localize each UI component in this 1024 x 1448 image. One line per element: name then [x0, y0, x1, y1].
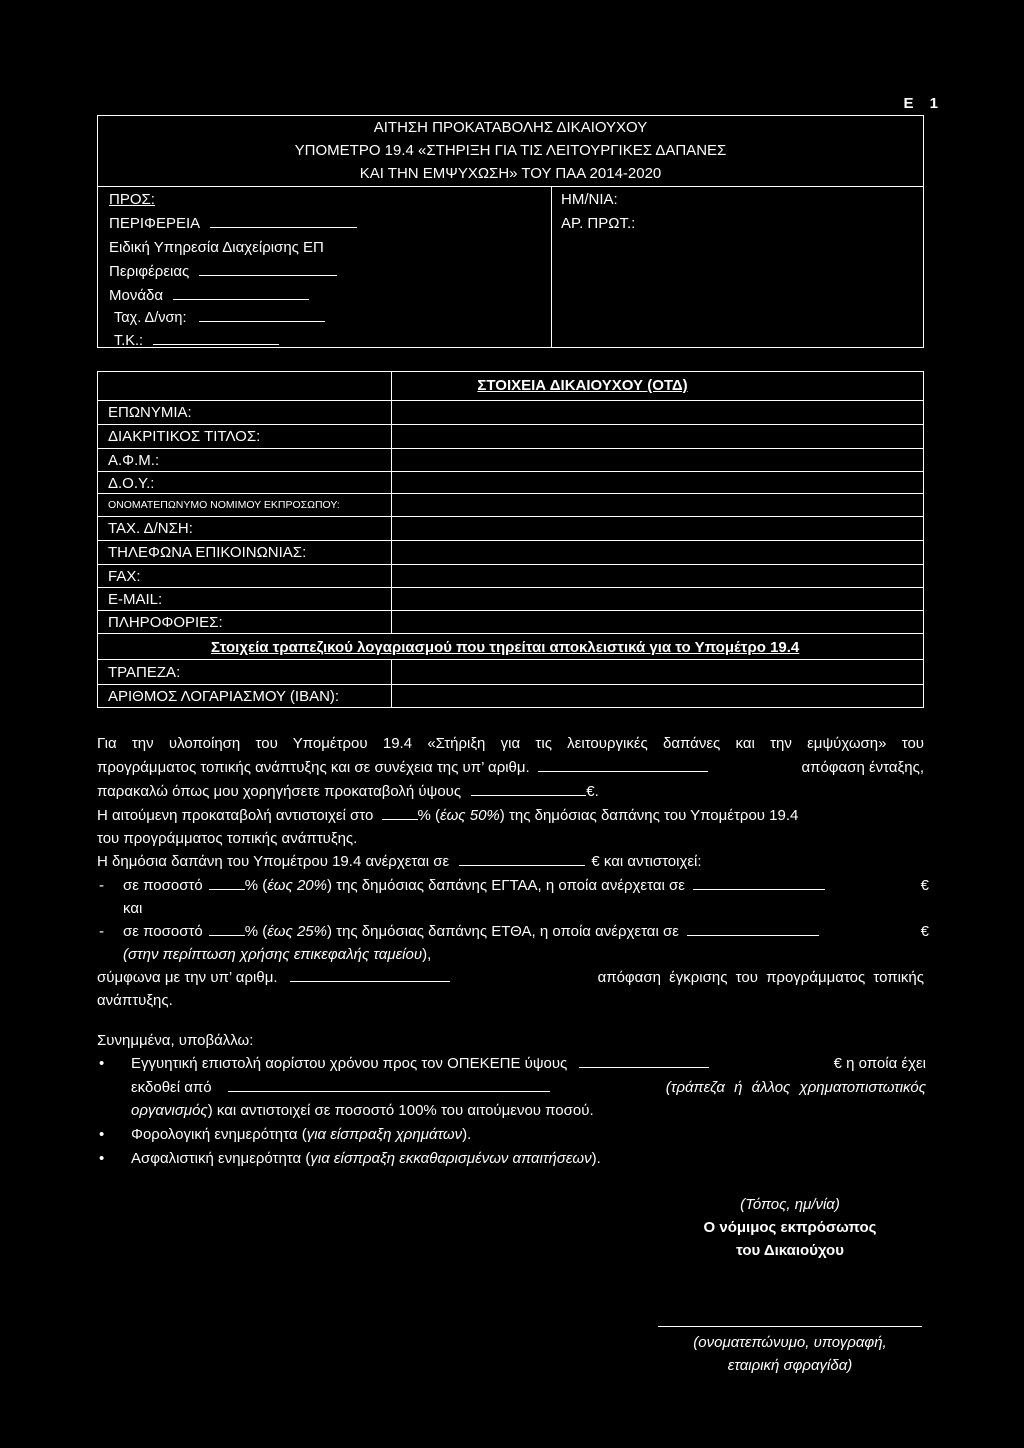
and-word: και — [123, 900, 143, 917]
attachment-guarantee-line3: οργανισμός) και αντιστοιχεί σε ποσοστό 100% του αιτούμενου ποσού. — [131, 1102, 594, 1119]
eafrd-percent-field[interactable] — [209, 889, 245, 890]
guarantee-amount-field[interactable] — [579, 1067, 709, 1068]
attachment-tax: Φορολογική ενημερότητα (για είσπραξη χρημάτων). — [131, 1126, 472, 1143]
eafrd-amount-field[interactable] — [693, 889, 825, 890]
advance-amount-field[interactable] — [471, 795, 586, 796]
public-expenditure-field[interactable] — [459, 865, 585, 866]
body-p3: Η δημόσια δαπάνη του Υπομέτρου 19.4 ανέρχεται σε € και αντιστοιχεί: — [97, 853, 702, 870]
recipient-unit: Μονάδα — [109, 287, 164, 304]
header-vdivider — [551, 186, 552, 348]
header-line1: ΑΙΤΗΣΗ ΠΡΟΚΑΤΑΒΟΛΗΣ ΔΙΚΑΙΟΥΧΟΥ — [373, 119, 648, 136]
region-field[interactable] — [210, 227, 357, 228]
bullet-3: • — [99, 1150, 105, 1167]
recipient-to: ΠΡΟΣ: — [109, 191, 155, 208]
address-field[interactable] — [199, 321, 325, 322]
label-address: ΤΑΧ. Δ/ΝΣΗ: — [108, 520, 193, 537]
signature-note-line2: εταιρική σφραγίδα) — [727, 1357, 853, 1374]
form-code: Ε 1 — [903, 95, 944, 112]
label-info: ΠΛΗΡΟΦΟΡΙΕΣ: — [108, 614, 223, 631]
label-phones: ΤΗΛΕΦΩΝΑ ΕΠΙΚΟΙΝΩΝΙΑΣ: — [108, 544, 307, 561]
approval-decision-field[interactable] — [290, 981, 450, 982]
dash-1: - — [99, 877, 104, 894]
beneficiary-title: ΣΤΟΙΧΕΙΑ ΔΙΚΑΙΟΥΧΟΥ (ΟΤΔ) — [477, 377, 688, 394]
registry-protocol: ΑΡ. ΠΡΩΤ.: — [561, 215, 636, 232]
eafrd-line: σε ποσοστό % ( έως 20% ) της δημόσιας δαπάνης ΕΓΤΑΑ, η οποία ανέρχεται σε € — [123, 877, 929, 894]
label-legal-rep: ΟΝΟΜΑΤΕΠΩΝΥΜΟ ΝΟΜΙΜΟΥ ΕΚΠΡΟΣΩΠΟΥ: — [108, 499, 340, 511]
attachment-guarantee-line2: εκδοθεί από (τράπεζα ή άλλος χρηματοπιστωτικός — [131, 1079, 926, 1096]
dash-2: - — [99, 923, 104, 940]
recipient-service-row — [109, 263, 337, 280]
body-p1-line2: προγράμματος τοπικής ανάπτυξης και σε συνέχεια της υπ’ αριθμ. απόφαση ένταξης, — [97, 759, 924, 776]
registry-date: ΗΜ/ΝΙΑ: — [561, 191, 618, 208]
emff-percent-field[interactable] — [209, 935, 245, 936]
attachment-insurance: Ασφαλιστική ενημερότητα (για είσπραξη εκκαθαρισμένων απαιτήσεων). — [131, 1150, 601, 1167]
label-bank: ΤΡΑΠΕΖΑ: — [108, 664, 181, 681]
label-vat: Α.Φ.Μ.: — [108, 452, 160, 469]
body-p2-line1: Η αιτούμενη προκαταβολή αντιστοιχεί στο % (έως 50%) της δημόσιας δαπάνης του Υπομέτρου 19.4 — [97, 807, 799, 824]
recipient-unit-row — [109, 287, 309, 304]
attachment-guarantee-line1: Εγγυητική επιστολή αορίστου χρόνου προς τον ΟΠΕΚΕΠΕ ύψους € η οποία έχει — [131, 1055, 926, 1072]
header-line2: ΥΠΟΜΕΤΡΟ 19.4 «ΣΤΗΡΙΞΗ ΓΙΑ ΤΙΣ ΛΕΙΤΟΥΡΓΙΚΕΣ ΔΑΠΑΝΕΣ — [294, 142, 727, 159]
label-fax: FAX: — [108, 568, 141, 585]
body-p4-line1: σύμφωνα με την υπ’ αριθμ. απόφαση έγκρισης του προγράμματος τοπικής — [97, 969, 924, 986]
label-trade-title: ΔΙΑΚΡΙΤΙΚΟΣ ΤΙΤΛΟΣ: — [108, 428, 261, 445]
decision-number-field[interactable] — [538, 771, 708, 772]
label-tax-office: Δ.Ο.Υ.: — [108, 475, 155, 492]
place-date: (Τόπος, ημ/νία) — [740, 1196, 840, 1213]
postcode-field[interactable] — [153, 344, 279, 345]
recipient-postcode-row — [114, 333, 279, 349]
advance-percent-field[interactable] — [382, 819, 418, 820]
recipient-region: ΠΕΡΙΦΕΡΕΙΑ — [109, 215, 200, 232]
body-p2-line2: του προγράμματος τοπικής ανάπτυξης. — [97, 830, 358, 847]
label-name: ΕΠΩΝΥΜΙΑ: — [108, 404, 192, 421]
body-p4-line2: ανάπτυξης. — [97, 992, 173, 1009]
signature-note-line1: (ονοματεπώνυμο, υπογραφή, — [693, 1334, 887, 1351]
bullet-1: • — [99, 1055, 105, 1072]
header-line3: ΚΑΙ ΤΗΝ ΕΜΨΥΧΩΣΗ» ΤΟΥ ΠΑΑ 2014-2020 — [359, 165, 662, 182]
body-p1-line3: παρακαλώ όπως μου χορηγήσετε προκαταβολή ύψους €. — [97, 783, 599, 800]
beneficiary-col-divider — [391, 371, 392, 633]
signature-line[interactable] — [658, 1326, 922, 1327]
header-divider — [97, 186, 924, 187]
recipient-service-line2: Περιφέρειας — [109, 263, 190, 280]
bullet-2: • — [99, 1126, 105, 1143]
label-iban: ΑΡΙΘΜΟΣ ΛΟΓΑΡΙΑΣΜΟΥ (IBAN): — [108, 688, 340, 705]
attachments-title: Συνημμένα, υποβάλλω: — [97, 1032, 254, 1049]
recipient-address: Ταχ. Δ/νση: — [114, 310, 187, 326]
recipient-service-line1: Ειδική Υπηρεσία Διαχείρισης ΕΠ — [109, 239, 324, 256]
emff-amount-field[interactable] — [687, 935, 819, 936]
rep-line1: Ο νόμιμος εκπρόσωπος — [703, 1219, 877, 1236]
label-email: E-MAIL: — [108, 591, 163, 608]
unit-field[interactable] — [173, 299, 309, 300]
emff-line: σε ποσοστό % ( έως 25% ) της δημόσιας δαπάνης ΕΤΘΑ, η οποία ανέρχεται σε € — [123, 923, 929, 940]
issuer-field[interactable] — [228, 1091, 550, 1092]
lead-fund-note: (στην περίπτωση χρήσης επικεφαλής ταμείου), — [123, 946, 432, 963]
body-p1-line1: Για την υλοποίηση του Υπομέτρου 19.4 «Στήριξη για τις λειτουργικές δαπάνες και την εμψύχωση» του — [97, 735, 924, 752]
service-field[interactable] — [199, 275, 337, 276]
recipient-postcode: Τ.Κ.: — [114, 333, 144, 349]
bank-title: Στοιχεία τραπεζικού λογαριασμού που τηρείται αποκλειστικά για το Υπομέτρο 19.4 — [211, 639, 800, 656]
recipient-address-row — [114, 310, 325, 326]
recipient-region-row — [109, 215, 357, 232]
rep-line2: του Δικαιούχου — [736, 1242, 844, 1259]
